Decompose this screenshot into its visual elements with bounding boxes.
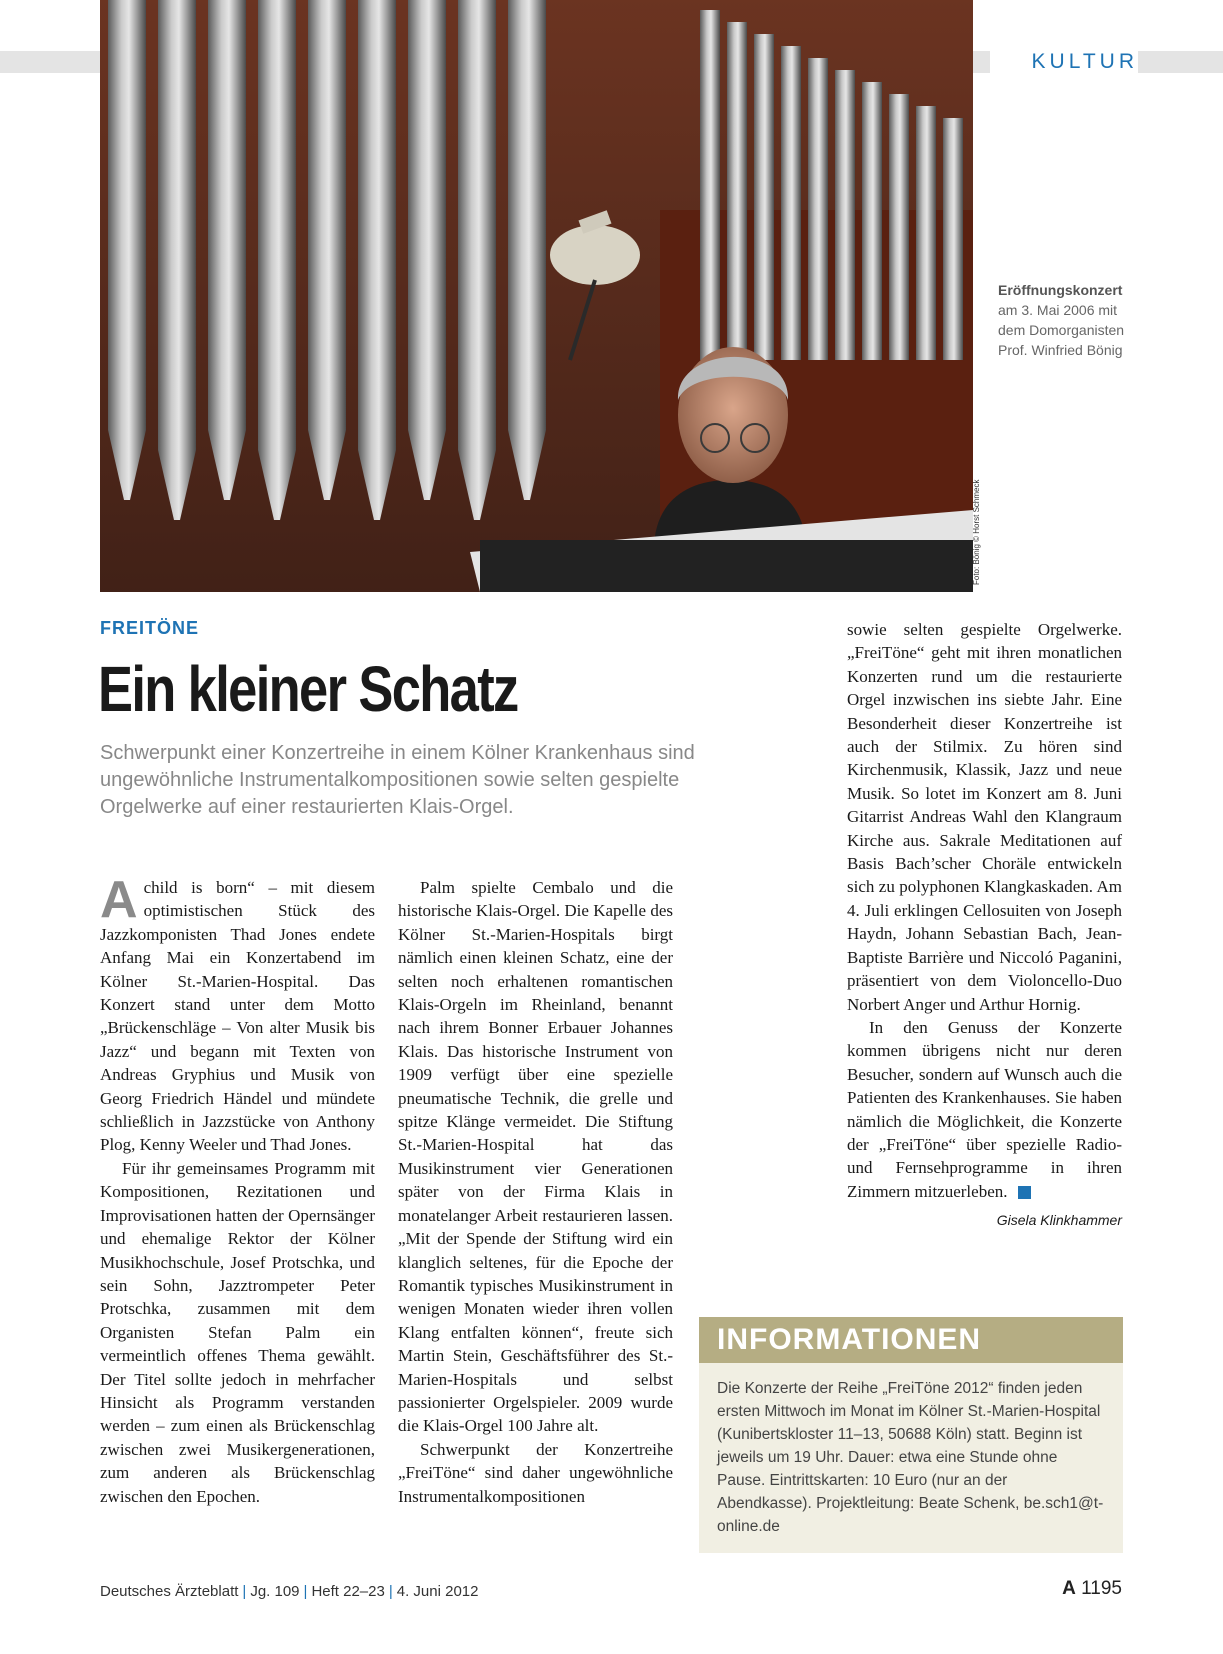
paragraph: Achild is born“ – mit diesem optimistischen Stück des Jazzkomponisten Thad Jones endete Anfang Mai ein Konzertabend im Kölner St.-Marien-Hospital. Das Konzert stand unter dem Motto „Brückenschläge – Von alter Musik bis Jazz“ und begann mit Texten von Andreas Gryphius und Musik von Georg Friedrich Händel und mündete schließlich in Jazzstücke von Anthony Plog, Kenny Weeler und Thad Jones. (100, 871, 375, 1155)
info-box (699, 1317, 1123, 1553)
page-footer (100, 1583, 478, 1600)
issue: Heft 22–23 (311, 1583, 385, 1600)
separator: | (303, 1583, 308, 1600)
info-box-text: Die Konzerte der Reihe „FreiTöne 2012“ finden jeden ersten Mittwoch im Monat im Kölner St.-Marien-Hospital (Kunibertskloster 11–13, 50688 Köln) statt. Beginn ist jeweils um 19 Uhr. Dauer: etwa eine Stunde ohne Pause. Eintrittskarten: 10 Euro (nur an der Abendkasse). Projektleitung: Beate Schenk, be.sch1@t-online.de (717, 1380, 1104, 1535)
issue-date: 4. Juni 2012 (396, 1583, 479, 1600)
organ-photo (100, 0, 973, 592)
journal-name: Deutsches Ärzteblatt (100, 1583, 239, 1600)
paragraph: In den Genuss der Konzerte kommen übrigens nicht nur deren Besucher, sondern auf Wunsch auch die Patienten des Krankenhauses. Sie haben nämlich die Möglichkeit, die Konzerte der „FreiTöne“ über spezielle Radio- und Fernsehprogramme in ihren Zimmern mitzuerleben. (847, 1017, 1122, 1201)
separator: | (242, 1583, 247, 1600)
article-author: Gisela Klinkhammer (996, 1212, 1122, 1229)
end-mark-icon (1018, 1186, 1031, 1199)
caption-text: am 3. Mai 2006 mit dem Domorganisten Prof. Winfried Bönig (998, 302, 1125, 358)
article-headline: Ein kleiner Schatz (98, 653, 518, 725)
photo-caption (998, 280, 1138, 360)
drop-cap: A (100, 871, 138, 929)
article-column-2 (398, 876, 673, 1508)
info-box-title: INFORMATIONEN (699, 1317, 1123, 1363)
article-column-3 (847, 618, 1122, 1233)
paragraph: sowie selten gespielte Orgelwerke. „FreiTöne“ geht mit ihren monatlichen Konzerten rund um die restaurierte Orgel inzwischen ins siebte Jahr. Eine Besonderheit dieser Konzertreihe ist auch der Stilmix. Zu hören sind Kirchenmusik, Klassik, Jazz und neue Musik. So lotet im Konzert am 8. Juni Gitarrist Andreas Wahl den Klangraum Kirche aus. Sakrale Meditationen auf Basis Bach’scher Choräle entwickeln sich zu polyphonen Klangkaskaden. Am 4. Juli erklingen Cellosuiten von Joseph Haydn, Johann Sebastian Bach, Jean-Baptiste Barrière und Niccoló Paganini, präsentiert von dem Violoncello-Duo Norbert Anger und Arthur Hornig. (847, 620, 1122, 1014)
page-number: A 1195 (1062, 1578, 1122, 1599)
article-lead: Schwerpunkt einer Konzertreihe in einem Kölner Krankenhaus sind ungewöhnliche Instrumentalkompositionen sowie selten gespielte Orgelwerke auf einer restaurierten Klais-Orgel. (100, 742, 695, 818)
section-label: KULTUR (990, 46, 1138, 78)
article-column-1 (100, 871, 375, 1508)
photo-credit: Foto: Bönig © Horst Schmeck (972, 479, 981, 585)
paragraph: Schwerpunkt der Konzertreihe „FreiTöne“ sind daher ungewöhnliche Instrumentalkompositionen (398, 1439, 673, 1506)
caption-title: Eröffnungskonzert (998, 282, 1123, 298)
organist-image (100, 0, 973, 592)
article-kicker: FREITÖNE (100, 618, 200, 638)
paragraph: Palm spielte Cembalo und die historische Klais-Orgel. Die Kapelle des Kölner St.-Marien-Hospitals birgt nämlich einen kleinen Schatz, eine der selten noch erhaltenen romantischen Klais-Orgeln im Rheinland, benannt nach ihrem Bonner Erbauer Johannes Klais. Das historische Instrument von 1909 verfügt über eine spezielle pneumatische Technik, die grelle und spitze Klänge vermeidet. Die Stiftung St.-Marien-Hospital hat das Musikinstrument vier Generationen später von der Firma Klais in monatelanger Arbeit restaurieren lassen. „Mit der Spende der Stiftung wird ein klanglich seltenes, für die Epoche der Romantik typisches Musikinstrument in wenigen Monaten wieder ihren vollen Klang entfalten können“, freute sich Martin Stein, Geschäftsführer des St.-Marien-Hospitals und selbst passionierter Orgelspieler. 2009 wurde die Klais-Orgel 100 Jahre alt. (398, 878, 673, 1436)
paragraph: Für ihr gemeinsames Programm mit Kompositionen, Rezitationen und Improvisationen hatten der Opernsänger und ehemalige Rektor der Kölner Musikhochschule, Josef Protschka, und sein Sohn, Jazztrompeter Peter Protschka, zusammen mit dem Organisten Stefan Palm ein vermeintlich offenes Thema gewählt. Der Titel sollte jedoch in mehrfacher Hinsicht als Programm verstanden werden – zum einen als Brückenschlag zwischen zwei Musikergenerationen, zum anderen als Brückenschlag zwischen den Epochen. (100, 1158, 375, 1506)
separator: | (388, 1583, 393, 1600)
volume: Jg. 109 (250, 1583, 300, 1600)
